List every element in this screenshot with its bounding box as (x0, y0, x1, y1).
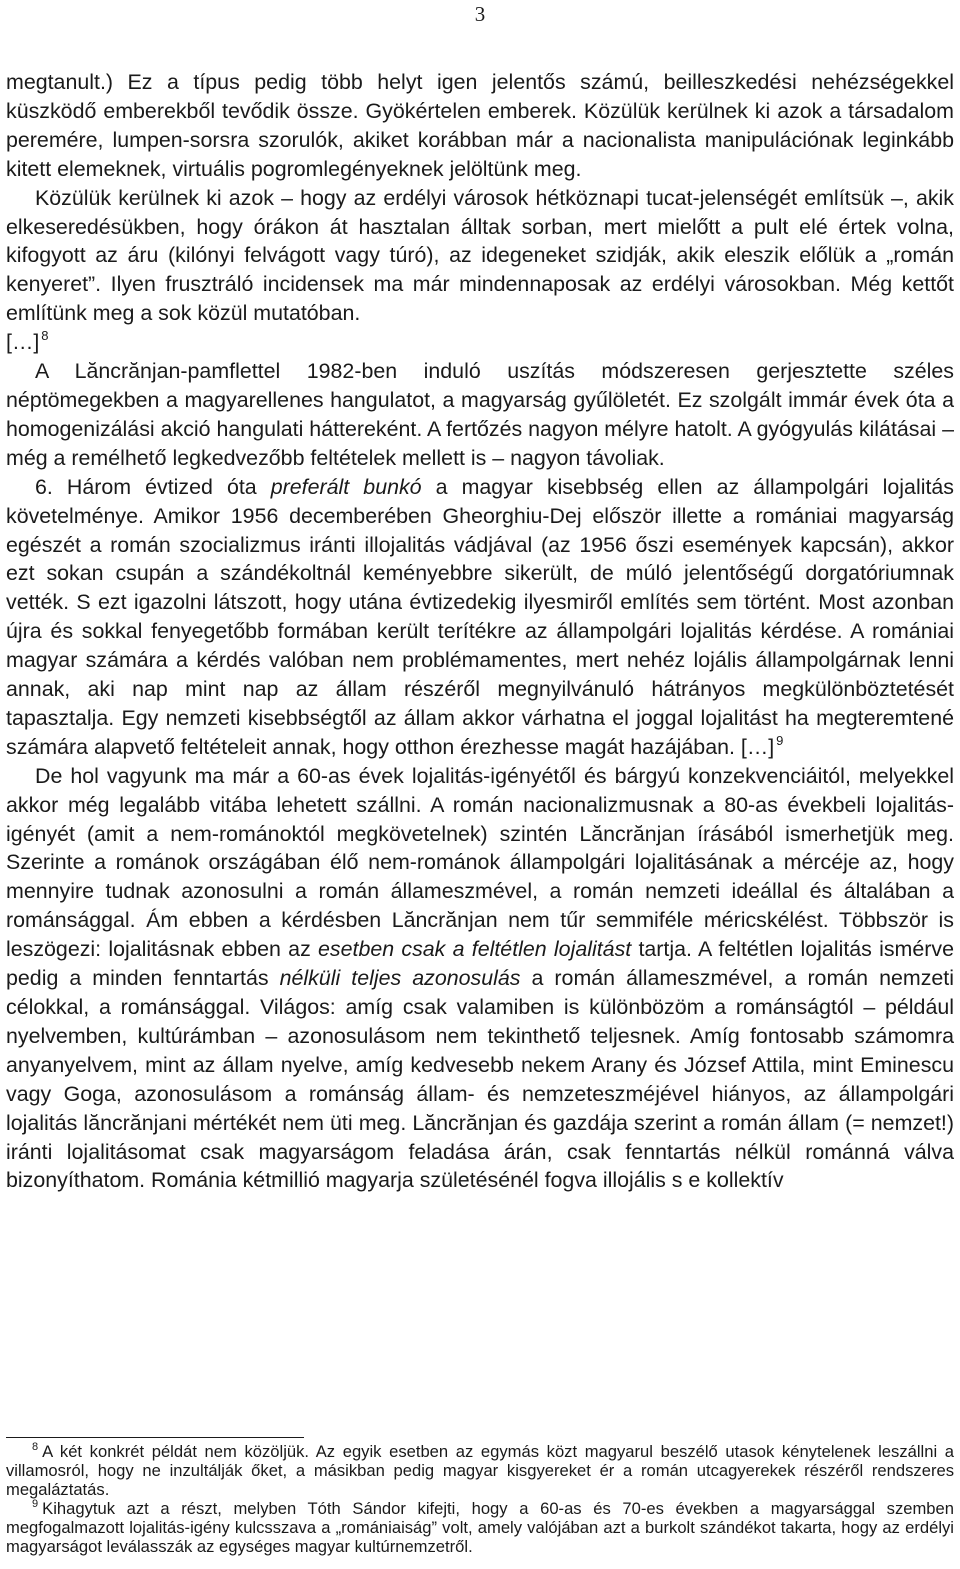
body-text (6, 68, 954, 1195)
footnote-text: Kihagytuk azt a részt, melyben Tóth Sándor kifejti, hogy a 60-as és 70-es években a magyarsággal szemben megfogalmazott lojalitás-igény kulcsszava a „romániaiság” volt, amely valójában azt a burkolt szándékot takarta, hogy az erdélyi magyarságot leválasszák az egységes magyar kultúrnemzetről. (6, 1498, 954, 1556)
footnote (6, 1443, 954, 1500)
footnote (6, 1497, 954, 1557)
emphasized-text: esetben csak a feltétlen lojalitást (318, 937, 632, 962)
body-paragraph (6, 328, 954, 357)
footnote-mark: 8 (32, 1441, 39, 1453)
body-paragraph (6, 184, 954, 329)
text-run: a magyar kisebbség ellen az állampolgári lojalitás követelménye. Amikor 1956 decemberében Gheorghiu-Dej először illette a romániai magyarság egészét a román szocializmus iránti illojalitás vádjával (az 1956 őszi események kapcsán), akkor ezt sokan csupán a szándékoltnál keményebbre sikerült, de múló jelentőségű dorgatóriumnak vették. S ezt igazolni látszott, hogy utána évtizedekig ilyesmiről említés sem történt. Most azonban újra és sokkal fenyegetőbb formában került terítékre az állampolgári lojalitás kérdése. A romániai magyar számára a kérdés valóban nem problémamentes, mert nehéz lojális állampolgárnak lenni annak, aki nap mint nap az állam részéről megnyilvánuló hátrányos megkülönböztetését tapasztalja. Egy nemzeti kisebbségtől az állam akkor várhatna el joggal lojalitást ha megteremtené számára alapvető feltételeit annak, hogy otthon érezhesse magát hazájában. […] (6, 474, 954, 759)
text-run: Közülük kerülnek ki azok – hogy az erdélyi városok hétköznapi tucat-jelenségét említsük –, akik elkeseredésükben, hogy órákon át hasztalan álltak sorban, mert mielőtt a pult elé értek volna, kifogyott az áru (kilónyi felvágott vagy túró), az idegeneket szidják, akik eleszik előlük a „román kenyeret”. Ilyen frusztráló incidensek ma már mindennaposak az erdélyi városokban. Még kettőt említünk meg a sok közül mutatóban. (6, 185, 954, 326)
text-run: tartja. A feltétlen lojalitás ismérve pedig a minden fenntartás (6, 937, 954, 991)
text-run: 6. Három évtized óta (35, 474, 271, 499)
emphasized-text: preferált bunkó (270, 474, 422, 499)
footnote-reference: 9 (776, 732, 784, 748)
footnote-mark: 9 (32, 1497, 39, 1510)
footnote-text: A két konkrét példát nem közöljük. Az egyik esetben az egymás közt magyarul beszélő utasok kénytelenek leszállni a villamosról, hogy ne inzultálják őket, a másikban pedig magyar kisgyereket ér a román utcagyerekek részéről rendszeres megaláztatás. (6, 1442, 954, 1499)
body-paragraph (6, 68, 954, 184)
text-run: a román állameszmével, a román nemzeti célokkal, a románsággal. Világos: amíg csak valamiben is különbözöm a románságtól – például nyelvemben, kultúrámban – azonosulásom nem tekinthető teljesnek. Amíg fontosabb számomra anyanyelvem, mint az állam nyelve, amíg kedvesebb nekem Arany és József Attila, mint Eminescu vagy Goga, azonosulásom a románság állam- és nemzeteszméjével hiányos, az állampolgári lojalitás lăncrănjani mértékét nem üti meg. Lăncrănjan és gazdája szerint a román állam (= nemzet!) iránti lojalitásomat csak magyarságom feladása árán, csak fenntartás nélkül románná válva bizonyíthatom. Románia kétmillió magyarja születésénél fogva illojális s e kollektív (6, 966, 954, 1193)
body-paragraph (6, 357, 954, 473)
footnote-separator (6, 1437, 304, 1438)
footnotes (6, 1443, 954, 1556)
body-paragraph (6, 473, 954, 762)
text-run: A Lăncrănjan-pamflettel 1982-ben induló uszítás módszeresen gerjesztette széles néptömegekben a magyarellenes hangulatot, a magyarság gyűlöletét. Ez szolgált immár évek óta a homogenizálási akció hangulati háttereként. A fertőzés nagyon mélyre hatolt. A gyógyulás kilátásai – még a remélhető legkedvezőbb feltételek mellett is – nagyon távoliak. (6, 359, 954, 470)
page-number: 3 (474, 2, 486, 26)
emphasized-text: nélküli teljes azonosulás (279, 966, 521, 991)
text-run: megtanult.) Ez a típus pedig több helyt igen jelentős számú, beilleszkedési nehézségekkel küszködő emberekből tevődik össze. Gyökértelen emberek. Közülük kerülnek ki azok a társadalom peremére, lumpen-sorsra szorulók, akiket korábban már a nacionalista manipulációnak leginkább kitett elemeknek, virtuális pogromlegényeknek jelöltünk meg. (6, 70, 954, 181)
body-paragraph (6, 762, 954, 1196)
text-run: […] (6, 330, 40, 355)
footnote-reference: 8 (41, 328, 49, 344)
text-run: De hol vagyunk ma már a 60-as évek lojalitás-igényétől és bárgyú konzekvenciáitól, melyekkel akkor még legalább vitába lehetett szállni. A román nacionalizmusnak a 80-as évekbeli lojalitás-igényét (amit a nem-románoktól megkövetelnek) szintén Lăncrănjan írásából ismerhetjük meg. Szerinte a románok országában élő nem-románok állampolgári lojalitásának a mércéje az, hogy mennyire tudnak azonosulni a román állameszmével, a román nemzeti ideállal és általában a románsággal. Ám ebben a kérdésben Lăncrănjan nem tűr semmiféle méricskélést. Többször is leszögezi: lojalitásnak ebben az (6, 763, 954, 962)
